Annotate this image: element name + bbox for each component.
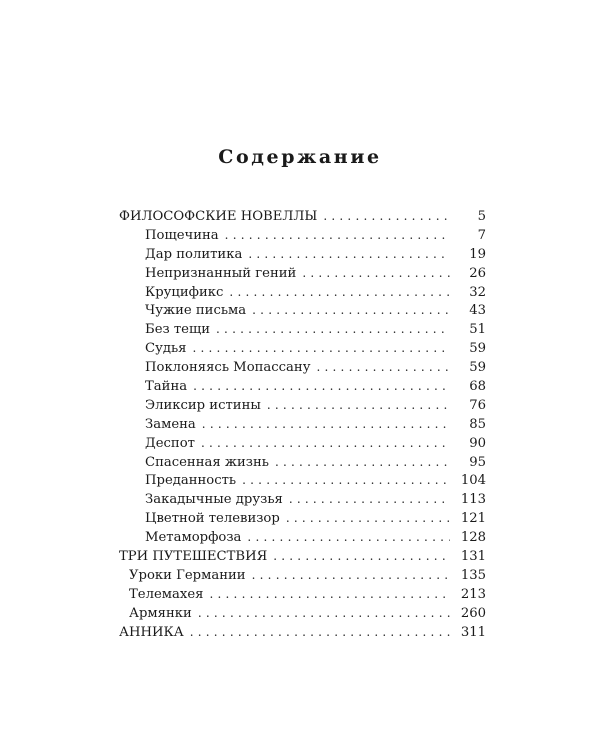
toc-entry-title: Метаморфоза xyxy=(145,530,242,546)
toc-entry-page-number: 121 xyxy=(460,511,486,527)
toc-entry xyxy=(119,434,486,453)
toc-entry xyxy=(119,377,486,396)
toc-entry xyxy=(119,509,486,528)
toc-entry-title: ФИЛОСОФСКИЕ НОВЕЛЛЫ xyxy=(119,209,318,224)
toc-entry xyxy=(119,471,486,490)
dot-leader xyxy=(198,604,450,623)
dot-leader xyxy=(193,377,450,396)
toc-entry-title: ТРИ ПУТЕШЕСТВИЯ xyxy=(119,549,268,565)
toc-entry-page-number: 59 xyxy=(469,360,486,376)
toc-entry-title: Чужие письма xyxy=(145,303,247,319)
toc-entry-page-number: 32 xyxy=(469,284,486,300)
toc-entry xyxy=(119,623,486,642)
table-of-contents xyxy=(119,207,486,641)
toc-entry xyxy=(119,264,486,283)
toc-entry-page-number: 135 xyxy=(460,567,486,583)
toc-entry-page-number: 311 xyxy=(460,624,486,640)
dot-leader xyxy=(302,264,450,283)
toc-entry-title: Поклоняясь Мопассану xyxy=(145,360,311,376)
toc-entry-title: Дар политика xyxy=(145,246,243,262)
toc-entry xyxy=(119,415,486,434)
toc-entry-page-number: 76 xyxy=(469,397,486,413)
toc-entry xyxy=(119,320,486,339)
toc-entry-page-number: 131 xyxy=(460,549,486,565)
dot-leader xyxy=(216,320,450,339)
toc-entry-title: АННИКА xyxy=(119,624,184,640)
toc-entry-title: Армянки xyxy=(129,605,192,621)
toc-entry xyxy=(119,226,486,245)
dot-leader xyxy=(209,585,450,604)
toc-entry xyxy=(119,207,486,226)
toc-entry xyxy=(119,339,486,358)
toc-entry-page-number: 104 xyxy=(460,473,486,489)
toc-entry xyxy=(119,358,486,377)
dot-leader xyxy=(289,490,450,509)
dot-leader xyxy=(275,453,450,472)
toc-entry-page-number: 7 xyxy=(477,227,486,243)
toc-entry-title: Без тещи xyxy=(145,322,211,338)
toc-entry-title: Замена xyxy=(145,416,196,432)
toc-entry-page-number: 5 xyxy=(477,209,486,224)
toc-entry-title: Тайна xyxy=(145,379,188,395)
toc-entry xyxy=(119,490,486,509)
dot-leader xyxy=(316,358,450,377)
toc-entry xyxy=(119,283,486,302)
toc-entry xyxy=(119,528,486,547)
toc-entry-page-number: 95 xyxy=(469,454,486,470)
toc-entry-page-number: 260 xyxy=(460,605,486,621)
toc-entry-page-number: 26 xyxy=(469,265,486,281)
toc-entry-page-number: 68 xyxy=(469,379,486,395)
toc-entry xyxy=(119,547,486,566)
toc-entry xyxy=(119,396,486,415)
toc-entry-page-number: 90 xyxy=(469,435,486,451)
toc-entry xyxy=(119,245,486,264)
dot-leader xyxy=(273,547,450,566)
toc-entry-title: Пощечина xyxy=(145,227,219,243)
toc-entry-page-number: 213 xyxy=(460,586,486,602)
dot-leader xyxy=(247,528,450,547)
toc-entry-title: Спасенная жизнь xyxy=(145,454,269,470)
toc-entry-page-number: 128 xyxy=(460,530,486,546)
toc-entry-title: Уроки Германии xyxy=(129,567,246,583)
toc-entry-title: Телемахея xyxy=(129,586,204,602)
toc-entry-title: Эликсир истины xyxy=(145,397,261,413)
toc-entry xyxy=(119,453,486,472)
toc-entry-page-number: 59 xyxy=(469,341,486,357)
toc-entry-page-number: 113 xyxy=(460,492,486,508)
dot-leader xyxy=(252,566,450,585)
dot-leader xyxy=(190,623,450,642)
toc-entry-page-number: 85 xyxy=(469,416,486,432)
dot-leader xyxy=(192,339,450,358)
toc-entry-title: Судья xyxy=(145,341,187,357)
toc-entry-title: Деспот xyxy=(145,435,195,451)
dot-leader xyxy=(323,207,450,226)
toc-entry-page-number: 43 xyxy=(469,303,486,319)
toc-entry-title: Цветной телевизор xyxy=(145,511,280,527)
dot-leader xyxy=(201,434,450,453)
toc-entry-title: Закадычные друзья xyxy=(145,492,283,508)
toc-entry xyxy=(119,566,486,585)
page-title: Содержание xyxy=(218,146,382,168)
toc-entry-title: Круцификс xyxy=(145,284,224,300)
toc-entry-page-number: 19 xyxy=(469,246,486,262)
dot-leader xyxy=(229,283,450,302)
toc-entry xyxy=(119,585,486,604)
dot-leader xyxy=(242,471,450,490)
toc-entry-title: Преданность xyxy=(145,473,237,489)
dot-leader xyxy=(286,509,450,528)
toc-entry xyxy=(119,301,486,320)
toc-entry-title: Непризнанный гений xyxy=(145,265,297,281)
dot-leader xyxy=(252,301,450,320)
dot-leader xyxy=(267,396,450,415)
toc-entry xyxy=(119,604,486,623)
toc-entry-page-number: 51 xyxy=(469,322,486,338)
dot-leader xyxy=(202,415,450,434)
dot-leader xyxy=(248,245,450,264)
dot-leader xyxy=(225,226,450,245)
